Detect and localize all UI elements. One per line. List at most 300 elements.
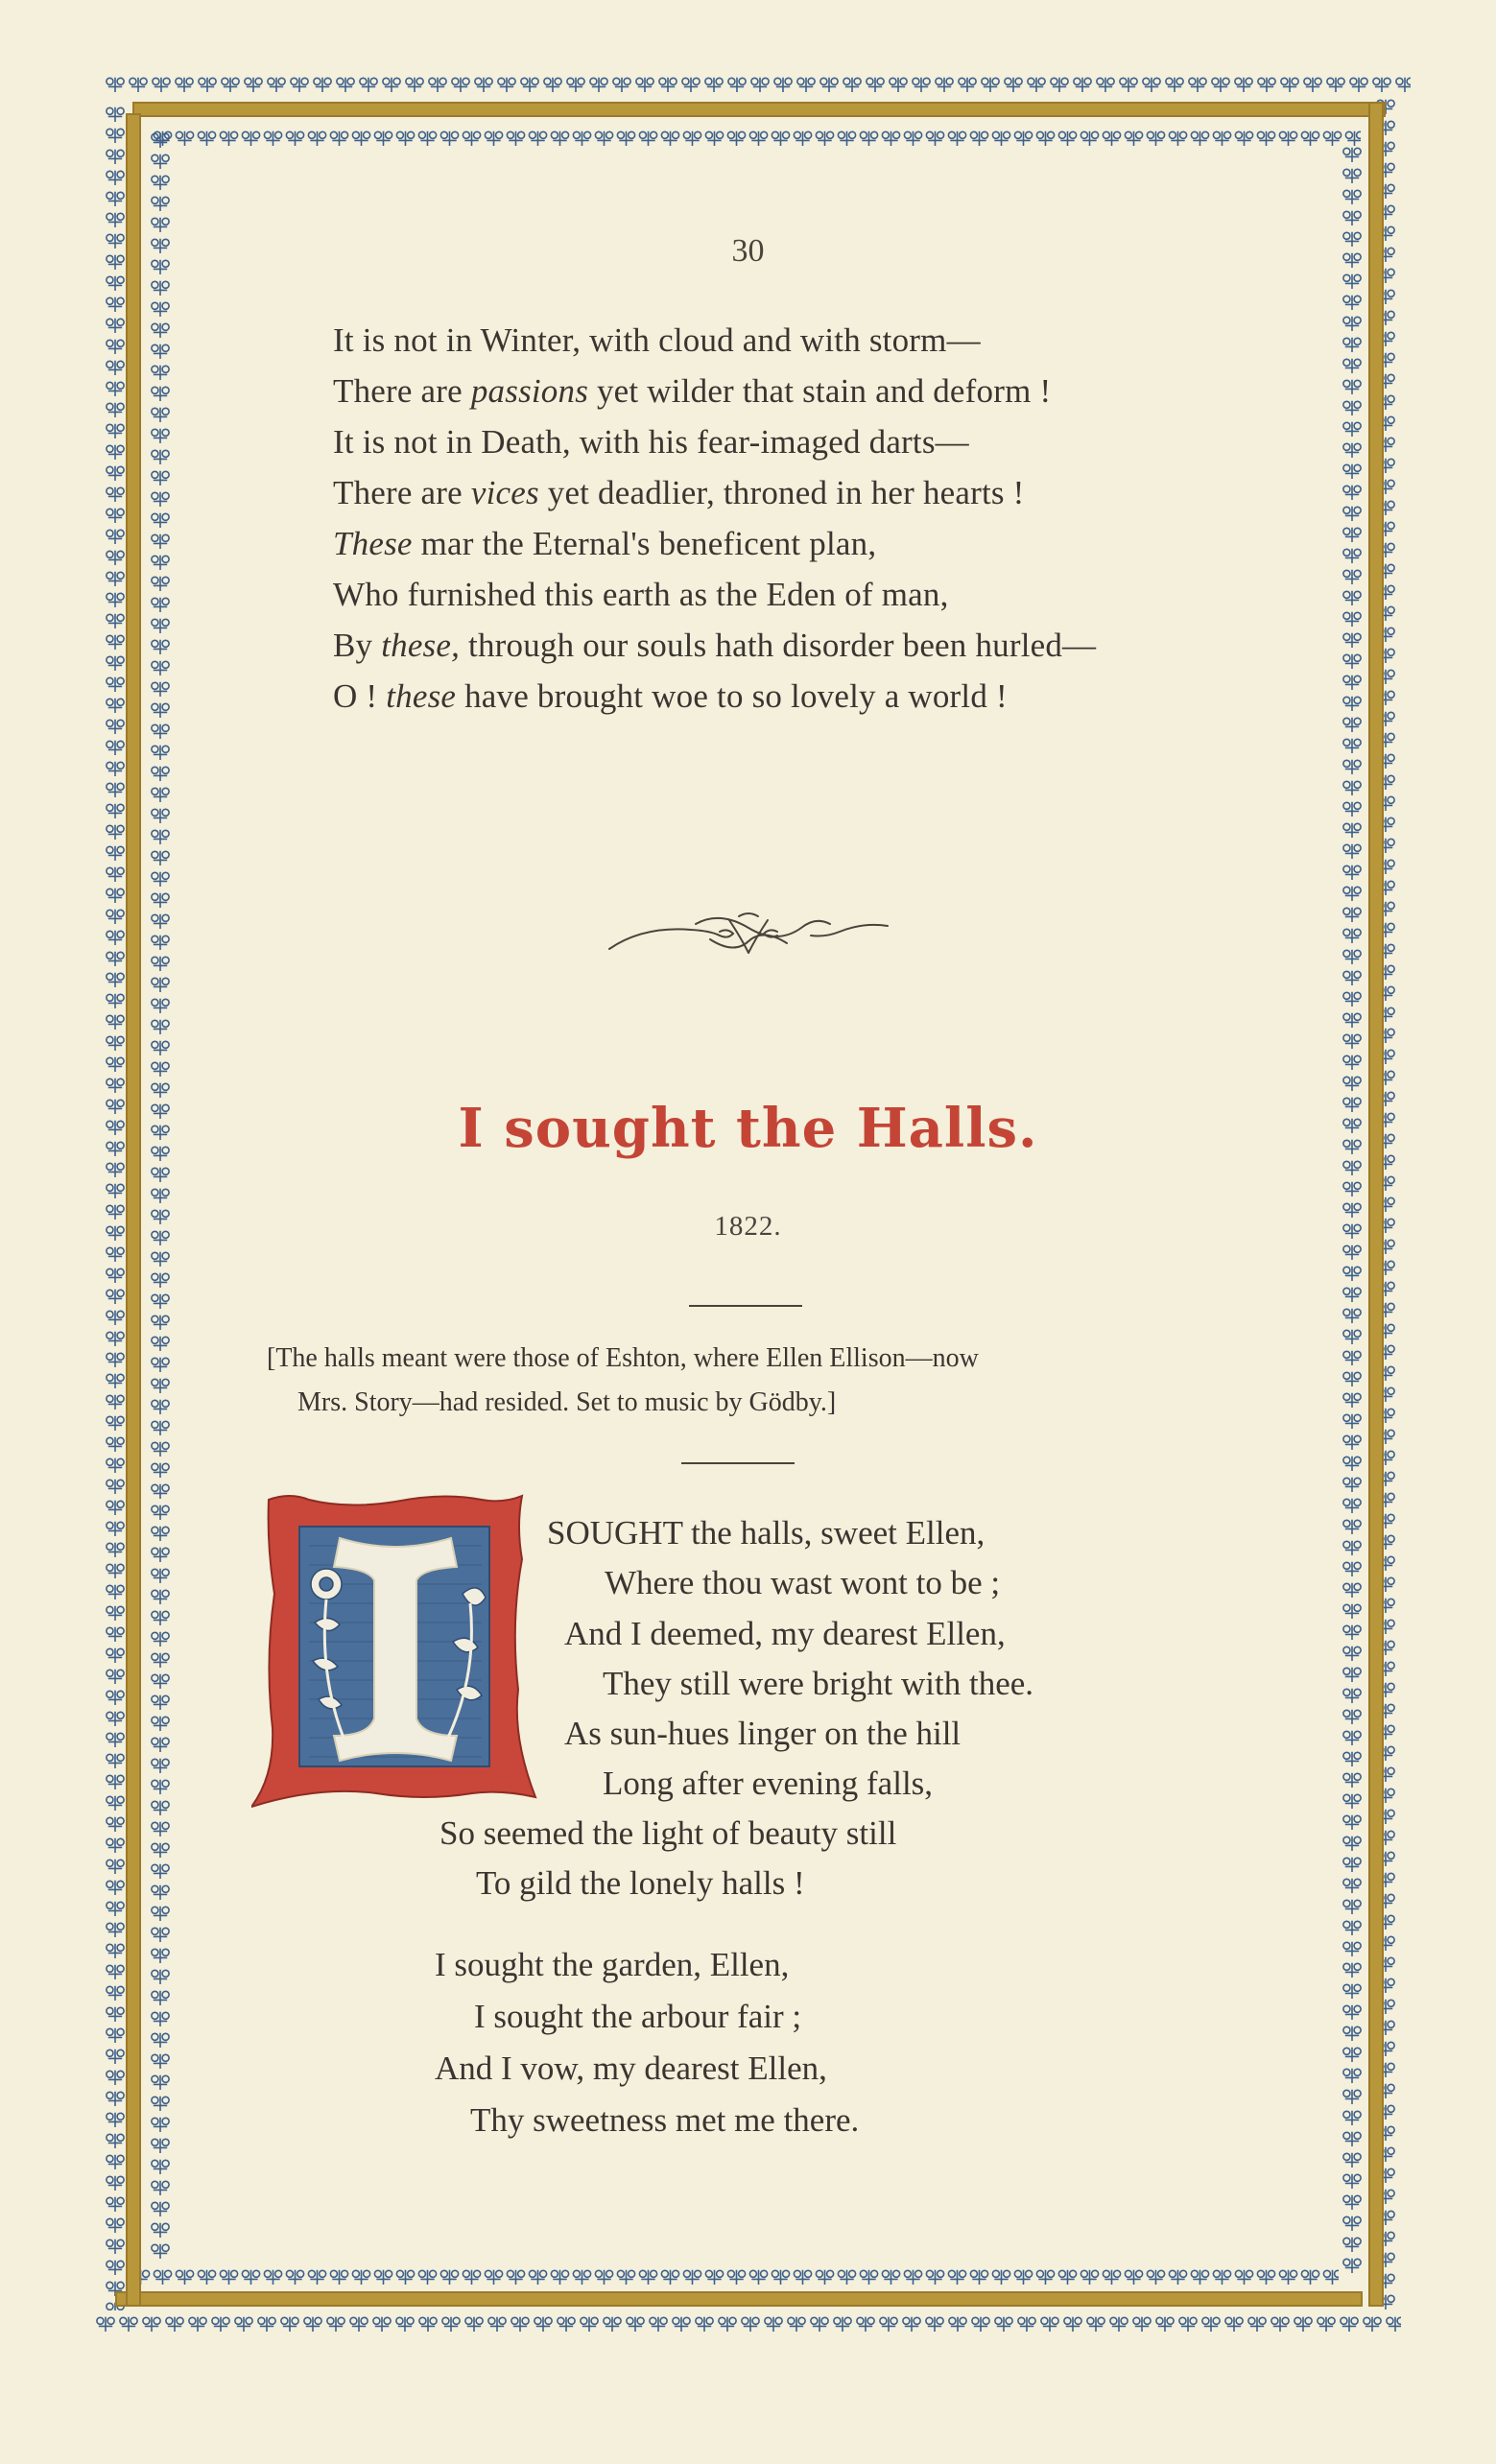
text-run: mar the Eternal's beneficent plan, — [412, 525, 877, 562]
fleuron-ornament-icon — [176, 131, 193, 146]
fleuron-ornament-icon — [176, 78, 193, 92]
fleuron-ornament-icon — [1343, 1836, 1361, 1851]
fleuron-ornament-icon — [107, 2261, 124, 2275]
poem-continuation — [333, 315, 1096, 722]
fleuron-ornament-icon — [152, 1421, 169, 1435]
fleuron-ornament-icon — [107, 276, 124, 291]
fleuron-ornament-icon — [107, 466, 124, 481]
fleuron-ornament-icon — [107, 1163, 124, 1177]
fleuron-ornament-icon — [152, 746, 169, 760]
fleuron-ornament-icon — [429, 78, 446, 92]
fleuron-ornament-icon — [1343, 612, 1361, 627]
fleuron-ornament-icon — [360, 78, 377, 92]
fleuron-ornament-icon — [719, 2317, 736, 2332]
fleuron-ornament-icon — [198, 131, 215, 146]
fleuron-ornament-icon — [1343, 1034, 1361, 1049]
fleuron-ornament-icon — [107, 1268, 124, 1283]
fleuron-ornament-icon — [1294, 2317, 1312, 2332]
gold-frame-bottom — [115, 2291, 1363, 2307]
fleuron-ornament-icon — [705, 131, 723, 146]
fleuron-ornament-icon — [1343, 802, 1361, 817]
text-run: It is not in Winter, with cloud and with storm— — [333, 321, 981, 359]
fleuron-ornament-icon — [152, 598, 169, 612]
fleuron-ornament-icon — [107, 192, 124, 206]
fleuron-ornament-icon — [1080, 131, 1098, 146]
fleuron-ornament-icon — [1327, 78, 1344, 92]
poem-line: Long after evening falls, — [603, 1765, 934, 1802]
fleuron-ornament-icon — [107, 107, 124, 122]
fleuron-ornament-icon — [242, 2270, 259, 2285]
fleuron-ornament-icon — [152, 1463, 169, 1478]
fleuron-ornament-icon — [120, 2317, 137, 2332]
fleuron-ornament-icon — [396, 131, 414, 146]
text-run: By — [333, 627, 382, 664]
fleuron-ornament-icon — [794, 2270, 811, 2285]
fleuron-ornament-icon — [152, 1611, 169, 1625]
fleuron-ornament-icon — [1279, 131, 1296, 146]
fleuron-ornament-icon — [1343, 486, 1361, 500]
fleuron-ornament-icon — [904, 2270, 921, 2285]
fleuron-ornament-icon — [107, 1733, 124, 1747]
fleuron-ornament-icon — [1143, 78, 1160, 92]
fleuron-ornament-icon — [936, 78, 953, 92]
text-run: Who furnished this earth as the Eden of man, — [333, 576, 949, 613]
fleuron-ornament-icon — [442, 2317, 460, 2332]
fleuron-ornament-icon — [107, 1311, 124, 1325]
fleuron-ornament-icon — [1301, 131, 1318, 146]
fleuron-ornament-icon — [617, 2270, 634, 2285]
fleuron-ornament-icon — [1343, 760, 1361, 774]
fleuron-ornament-icon — [107, 2007, 124, 2022]
fleuron-ornament-icon — [452, 78, 469, 92]
fleuron-ornament-icon — [1343, 1077, 1361, 1091]
fleuron-ornament-icon — [220, 131, 237, 146]
fleuron-ornament-icon — [152, 1885, 169, 1900]
fleuron-ornament-icon — [107, 1670, 124, 1684]
fleuron-ornament-icon — [153, 78, 170, 92]
fleuron-ornament-icon — [772, 131, 789, 146]
fleuron-ornament-icon — [330, 2270, 347, 2285]
fleuron-ornament-icon — [1169, 2270, 1186, 2285]
fleuron-ornament-icon — [107, 1332, 124, 1346]
fleuron-ornament-icon — [1343, 633, 1361, 648]
italic-run: vices — [470, 474, 539, 511]
fleuron-ornament-icon — [154, 2270, 171, 2285]
fleuron-ornament-icon — [1064, 2317, 1081, 2332]
fleuron-ornament-icon — [511, 2317, 529, 2332]
fleuron-ornament-icon — [1125, 2270, 1142, 2285]
fleuron-ornament-icon — [1005, 78, 1022, 92]
fleuron-ornament-icon — [152, 1780, 169, 1794]
fleuron-ornament-icon — [972, 2317, 989, 2332]
fleuron-ornament-icon — [152, 218, 169, 232]
fleuron-ornament-icon — [1343, 359, 1361, 373]
fleuron-ornament-icon — [1343, 1647, 1361, 1661]
fleuron-ornament-icon — [1343, 865, 1361, 880]
fleuron-ornament-icon — [143, 2317, 160, 2332]
fleuron-ornament-icon — [811, 2317, 828, 2332]
poem-line: I sought the garden, Ellen, — [435, 1946, 790, 1983]
fleuron-ornament-icon — [107, 1965, 124, 1979]
fleuron-ornament-icon — [1343, 1942, 1361, 1956]
fleuron-ornament-icon — [152, 661, 169, 675]
fleuron-ornament-icon — [1191, 2270, 1208, 2285]
fleuron-ornament-icon — [1343, 2048, 1361, 2062]
fleuron-ornament-icon — [1343, 1541, 1361, 1555]
fleuron-ornament-icon — [1343, 338, 1361, 352]
fleuron-ornament-icon — [1125, 131, 1142, 146]
fleuron-ornament-icon — [152, 872, 169, 887]
poem-line: SOUGHT the halls, sweet Ellen, — [547, 1514, 985, 1552]
fleuron-ornament-icon — [1258, 78, 1275, 92]
fleuron-ornament-icon — [152, 1717, 169, 1731]
page-number: 30 — [731, 233, 765, 269]
fleuron-ornament-icon — [152, 1442, 169, 1457]
fleuron-ornament-icon — [418, 2270, 436, 2285]
fleuron-ornament-icon — [440, 131, 458, 146]
poem-line: To gild the lonely halls ! — [476, 1864, 805, 1902]
fleuron-ornament-icon — [1279, 2270, 1296, 2285]
poem-title: I sought the Halls. — [458, 1097, 1038, 1160]
fleuron-ornament-icon — [534, 2317, 552, 2332]
fleuron-ornament-icon — [152, 2223, 169, 2238]
fleuron-ornament-icon — [1343, 422, 1361, 437]
poem-year: 1822. — [714, 1211, 782, 1242]
fleuron-ornament-icon — [1343, 1710, 1361, 1724]
fleuron-ornament-icon — [152, 1527, 169, 1541]
fleuron-ornament-icon — [152, 577, 169, 591]
fleuron-ornament-icon — [1343, 1161, 1361, 1175]
text-run: yet deadlier, throned in her hearts ! — [538, 474, 1025, 511]
fleuron-ornament-icon — [507, 131, 524, 146]
fleuron-ornament-icon — [949, 2317, 966, 2332]
fleuron-ornament-icon — [107, 1796, 124, 1811]
fleuron-ornament-icon — [1343, 317, 1361, 331]
fleuron-ornament-icon — [1343, 549, 1361, 563]
fleuron-ornament-icon — [107, 1986, 124, 2001]
fleuron-ornament-icon — [636, 78, 653, 92]
fleuron-ornament-icon — [1343, 908, 1361, 922]
fleuron-ornament-icon — [1343, 1309, 1361, 1323]
fleuron-ornament-icon — [107, 1754, 124, 1768]
fleuron-ornament-icon — [683, 2270, 701, 2285]
fleuron-ornament-icon — [604, 2317, 621, 2332]
fleuron-ornament-icon — [1147, 131, 1164, 146]
fleuron-ornament-icon — [152, 2075, 169, 2090]
fleuron-ornament-icon — [1179, 2317, 1197, 2332]
fleuron-ornament-icon — [152, 1168, 169, 1182]
fleuron-ornament-icon — [1018, 2317, 1035, 2332]
fleuron-ornament-icon — [107, 424, 124, 438]
fleuron-ornament-icon — [152, 1590, 169, 1604]
fleuron-ornament-icon — [107, 2197, 124, 2212]
fleuron-ornament-icon — [199, 78, 216, 92]
fleuron-ornament-icon — [152, 1358, 169, 1372]
fleuron-ornament-icon — [992, 131, 1009, 146]
fleuron-ornament-icon — [304, 2317, 321, 2332]
fleuron-ornament-icon — [1120, 78, 1137, 92]
fleuron-ornament-icon — [107, 1564, 124, 1578]
fleuron-ornament-icon — [1343, 570, 1361, 584]
fleuron-ornament-icon — [1343, 739, 1361, 753]
fleuron-ornament-icon — [396, 2317, 414, 2332]
fleuron-ornament-icon — [1343, 1668, 1361, 1682]
fleuron-ornament-icon — [904, 131, 921, 146]
fleuron-ornament-icon — [1343, 1879, 1361, 1893]
fleuron-ornament-icon — [107, 973, 124, 987]
fleuron-ornament-icon — [992, 2270, 1009, 2285]
fleuron-ornament-icon — [1396, 78, 1411, 92]
fleuron-ornament-icon — [696, 2317, 713, 2332]
fleuron-ornament-icon — [152, 1801, 169, 1815]
fleuron-ornament-icon — [107, 572, 124, 586]
fleuron-ornament-icon — [107, 403, 124, 417]
fleuron-ornament-icon — [152, 556, 169, 570]
fleuron-ornament-icon — [1235, 78, 1252, 92]
fleuron-ornament-icon — [1343, 1330, 1361, 1344]
fleuron-ornament-icon — [682, 78, 700, 92]
fleuron-ornament-icon — [152, 809, 169, 823]
fleuron-ornament-icon — [1343, 464, 1361, 479]
fleuron-ornament-icon — [152, 999, 169, 1013]
poem-line: And I vow, my dearest Ellen, — [435, 2049, 827, 2087]
fleuron-ornament-icon — [107, 635, 124, 650]
fleuron-ornament-icon — [107, 952, 124, 966]
fleuron-ornament-icon — [749, 2270, 767, 2285]
fleuron-ornament-icon — [1281, 78, 1298, 92]
text-run: through our souls hath disorder been hurled— — [460, 627, 1097, 664]
fleuron-ornament-icon — [1343, 2069, 1361, 2083]
fleuron-ornament-icon — [107, 340, 124, 354]
fleuron-ornament-icon — [107, 1395, 124, 1410]
fleuron-ornament-icon — [152, 1189, 169, 1203]
fleuron-ornament-icon — [107, 994, 124, 1008]
fleuron-ornament-icon — [857, 2317, 874, 2332]
fleuron-ornament-icon — [1212, 78, 1229, 92]
fleuron-ornament-icon — [1304, 78, 1321, 92]
fleuron-ornament-icon — [152, 366, 169, 380]
fleuron-ornament-icon — [595, 131, 612, 146]
fleuron-ornament-icon — [529, 2270, 546, 2285]
fleuron-ornament-icon — [1343, 1583, 1361, 1598]
fleuron-ornament-icon — [860, 2270, 877, 2285]
fleuron-ornament-icon — [1191, 131, 1208, 146]
fleuron-ornament-icon — [152, 1991, 169, 2005]
fleuron-ornament-icon — [1343, 507, 1361, 521]
fleuron-ornament-icon — [107, 677, 124, 692]
fleuron-ornament-icon — [396, 2270, 414, 2285]
fleuron-ornament-icon — [1087, 2317, 1104, 2332]
fleuron-ornament-icon — [1343, 528, 1361, 542]
fleuron-ornament-icon — [107, 1374, 124, 1388]
fleuron-ornament-icon — [1257, 2270, 1274, 2285]
fleuron-ornament-icon — [995, 2317, 1012, 2332]
fleuron-ornament-icon — [639, 2270, 656, 2285]
fleuron-ornament-icon — [107, 1691, 124, 1705]
fleuron-ornament-icon — [1343, 1963, 1361, 1978]
fleuron-ornament-icon — [152, 1569, 169, 1583]
fleuron-ornament-icon — [926, 131, 943, 146]
fleuron-ornament-icon — [1343, 2238, 1361, 2252]
illuminated-initial-letter-I — [251, 1488, 541, 1814]
fleuron-ornament-icon — [152, 1315, 169, 1330]
fleuron-ornament-icon — [1225, 2317, 1243, 2332]
fleuron-ornament-icon — [661, 131, 678, 146]
fleuron-ornament-icon — [485, 2270, 502, 2285]
fleuron-ornament-icon — [107, 2239, 124, 2254]
fleuron-ornament-icon — [1343, 1984, 1361, 1999]
fleuron-ornament-icon — [107, 1775, 124, 1789]
fleuron-ornament-icon — [1343, 2195, 1361, 2210]
fleuron-ornament-icon — [130, 78, 147, 92]
fleuron-ornament-icon — [107, 1860, 124, 1874]
fleuron-ornament-icon — [959, 78, 976, 92]
fleuron-ornament-icon — [152, 936, 169, 950]
fleuron-ornament-icon — [152, 513, 169, 528]
fleuron-ornament-icon — [152, 387, 169, 401]
fleuron-ornament-icon — [982, 78, 999, 92]
fleuron-ornament-icon — [176, 2270, 193, 2285]
fleuron-ornament-icon — [498, 78, 515, 92]
fleuron-ornament-icon — [152, 1505, 169, 1520]
fleuron-ornament-icon — [1271, 2317, 1289, 2332]
border-ornament-top-inner — [152, 128, 1361, 149]
fleuron-ornament-icon — [595, 2270, 612, 2285]
fleuron-ornament-icon — [820, 78, 838, 92]
fleuron-ornament-icon — [1343, 1604, 1361, 1619]
fleuron-ornament-icon — [590, 78, 607, 92]
fleuron-ornament-icon — [880, 2317, 897, 2332]
fleuron-ornament-icon — [107, 551, 124, 565]
rule-top — [689, 1305, 802, 1307]
fleuron-ornament-icon — [352, 131, 369, 146]
fleuron-ornament-icon — [1343, 1815, 1361, 1830]
fleuron-ornament-icon — [107, 867, 124, 882]
fleuron-ornament-icon — [727, 131, 745, 146]
fleuron-ornament-icon — [1343, 1773, 1361, 1788]
poem-line: So seemed the light of beauty still — [439, 1814, 897, 1852]
fleuron-ornament-icon — [1343, 190, 1361, 204]
fleuron-ornament-icon — [1156, 2317, 1174, 2332]
fleuron-ornament-icon — [152, 1907, 169, 1921]
italic-run: passions — [470, 372, 589, 410]
fleuron-ornament-icon — [1343, 1794, 1361, 1809]
fleuron-ornament-icon — [1343, 1499, 1361, 1513]
fleuron-ornament-icon — [107, 1290, 124, 1304]
fleuron-ornament-icon — [728, 78, 746, 92]
fleuron-ornament-icon — [1343, 211, 1361, 225]
fleuron-ornament-icon — [1343, 1055, 1361, 1070]
fleuron-ornament-icon — [1343, 2111, 1361, 2125]
fleuron-ornament-icon — [152, 1400, 169, 1414]
fleuron-ornament-icon — [107, 1353, 124, 1367]
fleuron-ornament-icon — [1343, 1858, 1361, 1872]
fleuron-ornament-icon — [1343, 2005, 1361, 2020]
fleuron-ornament-icon — [152, 788, 169, 802]
fleuron-ornament-icon — [860, 131, 877, 146]
fleuron-ornament-icon — [152, 176, 169, 190]
fleuron-ornament-icon — [152, 2054, 169, 2069]
italic-run: these, — [381, 627, 461, 664]
text-run: There are — [333, 474, 471, 511]
fleuron-ornament-icon — [107, 361, 124, 375]
fleuron-ornament-icon — [107, 846, 124, 861]
fleuron-ornament-icon — [107, 1902, 124, 1916]
fleuron-ornament-icon — [419, 2317, 437, 2332]
fleuron-ornament-icon — [107, 2071, 124, 2085]
fleuron-ornament-icon — [152, 2244, 169, 2259]
fleuron-ornament-icon — [1343, 1351, 1361, 1365]
fleuron-ornament-icon — [882, 2270, 899, 2285]
poem-line — [333, 671, 1096, 722]
fleuron-ornament-icon — [107, 720, 124, 734]
italic-run: these — [386, 677, 457, 715]
fleuron-ornament-icon — [152, 1041, 169, 1055]
fleuron-ornament-icon — [107, 1585, 124, 1599]
fleuron-ornament-icon — [1036, 2270, 1054, 2285]
fleuron-ornament-icon — [242, 131, 259, 146]
fleuron-ornament-icon — [107, 297, 124, 312]
fleuron-ornament-icon — [107, 910, 124, 924]
fleuron-ornament-icon — [107, 2028, 124, 2043]
fleuron-ornament-icon — [152, 1864, 169, 1879]
fleuron-ornament-icon — [1343, 1731, 1361, 1745]
fleuron-ornament-icon — [1343, 443, 1361, 458]
fleuron-ornament-icon — [152, 978, 169, 992]
fleuron-ornament-icon — [1343, 2132, 1361, 2146]
fleuron-ornament-icon — [107, 1648, 124, 1663]
fleuron-ornament-icon — [463, 2270, 480, 2285]
fleuron-ornament-icon — [1014, 2270, 1032, 2285]
fleuron-ornament-icon — [507, 2270, 524, 2285]
fleuron-ornament-icon — [107, 150, 124, 164]
fleuron-ornament-icon — [107, 825, 124, 840]
fleuron-ornament-icon — [152, 534, 169, 549]
fleuron-ornament-icon — [327, 2317, 344, 2332]
fleuron-ornament-icon — [152, 619, 169, 633]
fleuron-ornament-icon — [1343, 1267, 1361, 1281]
fleuron-ornament-icon — [152, 914, 169, 929]
fleuron-ornament-icon — [97, 2317, 114, 2332]
fleuron-ornament-icon — [1343, 1288, 1361, 1302]
text-run: have brought woe to so lovely a world ! — [456, 677, 1008, 715]
fleuron-ornament-icon — [1323, 131, 1341, 146]
fleuron-ornament-icon — [1343, 1689, 1361, 1703]
fleuron-ornament-icon — [152, 281, 169, 296]
rule-bottom — [681, 1462, 795, 1464]
fleuron-ornament-icon — [152, 767, 169, 781]
fleuron-ornament-icon — [152, 1653, 169, 1668]
fleuron-ornament-icon — [107, 1627, 124, 1642]
fleuron-ornament-icon — [212, 2317, 229, 2332]
fleuron-ornament-icon — [573, 131, 590, 146]
fleuron-ornament-icon — [308, 2270, 325, 2285]
fleuron-ornament-icon — [948, 2270, 965, 2285]
fleuron-ornament-icon — [107, 1184, 124, 1198]
fleuron-ornament-icon — [107, 1838, 124, 1853]
fleuron-ornament-icon — [152, 640, 169, 654]
calligraphic-flourish-icon — [605, 907, 892, 964]
italic-run: These — [333, 525, 413, 562]
fleuron-ornament-icon — [816, 131, 833, 146]
fleuron-ornament-icon — [1343, 2174, 1361, 2189]
fleuron-ornament-icon — [198, 2270, 215, 2285]
fleuron-ornament-icon — [1213, 131, 1230, 146]
fleuron-ornament-icon — [152, 2139, 169, 2153]
fleuron-ornament-icon — [1058, 131, 1076, 146]
fleuron-ornament-icon — [152, 1379, 169, 1393]
fleuron-ornament-icon — [1343, 654, 1361, 669]
